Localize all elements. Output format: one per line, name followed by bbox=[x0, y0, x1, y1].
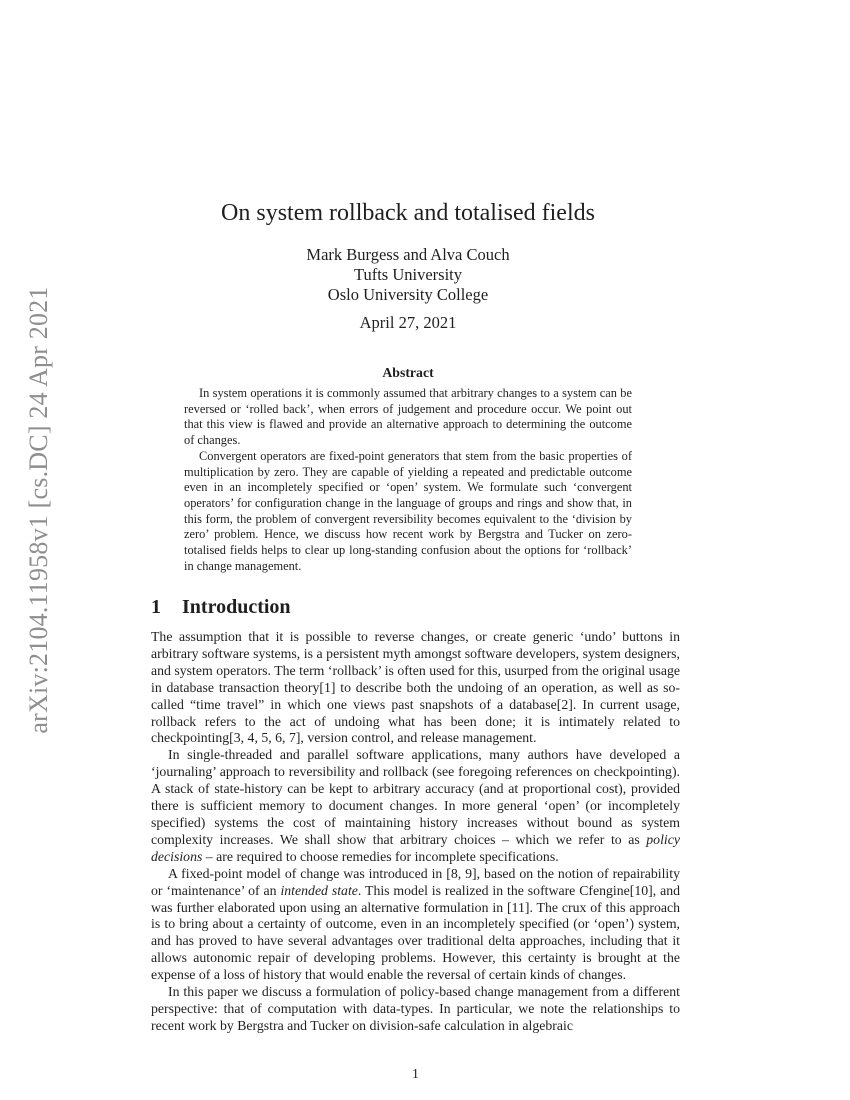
section-number: 1 bbox=[151, 596, 161, 618]
paragraph: The assumption that it is possible to reverse changes, or create generic ‘undo’ buttons in arbitrary software systems, is a persistent myth amongst software developers, system designers, and system operators. The term ‘rollback’ is often used for this, usurped from the original usage in database transaction theory[1] to describe both the undoing of an operation, as well as so-called “time travel” in which one views past snapshots of a database[2]. In current usage, rollback refers to the act of undoing what has been done; it is intimately related to checkpointing[3, 4, 5, 6, 7], version control, and release management. bbox=[151, 629, 680, 746]
paper-title: On system rollback and totalised fields bbox=[221, 200, 595, 226]
paragraph: A fixed-point model of change was introduced in [8, 9], based on the notion of repairability or ‘maintenance’ of an intended state. This model is realized in the software Cfengine[10], and was further elaborated upon using an alternative formulation in [11]. The crux of this approach is to bring about a certainty of outcome, even in an incompletely specified (or ‘open’) system, and has proved to have several advantages over traditional delta approaches, including that it allows autonomic repair of developing problems. However, this certainty is brought at the expense of a loss of history that would enable the reversal of certain kinds of changes. bbox=[151, 865, 681, 983]
date-line: April 27, 2021 bbox=[359, 313, 457, 332]
author-block bbox=[151, 245, 680, 305]
introduction-body bbox=[151, 629, 680, 1035]
authors-line: Mark Burgess and Alva Couch bbox=[306, 245, 510, 264]
paragraph: In system operations it is commonly assumed that arbitrary changes to a system can be reversed or ‘rolled back’, when errors of judgement and procedure occur. We point out that this view is flawed and provide an alternative approach to determining the outcome of changes. bbox=[184, 386, 632, 448]
affiliation-2: Oslo University College bbox=[327, 285, 489, 304]
abstract-heading: Abstract bbox=[382, 365, 434, 380]
affiliation-1: Tufts University bbox=[353, 265, 463, 284]
paragraph: In single-threaded and parallel software applications, many authors have developed a ‘journaling’ approach to reversibility and rollback (see foregoing references on checkpointing). A stack of state-history can be kept to arbitrary accuracy (and at proportional cost), provided there is sufficient memory to document changes. In more general ‘open’ (or incompletely specified) systems the cost of maintaining history increases without bound as system complexity increases. We shall show that arbitrary choices – which we refer to as policy decisions – are required to choose remedies for incomplete specifications. bbox=[151, 747, 680, 864]
page-number: 1 bbox=[412, 1066, 419, 1081]
abstract-body bbox=[184, 386, 632, 574]
paragraph: Convergent operators are fixed-point generators that stem from the basic properties of multiplication by zero. They are capable of yielding a repeated and predictable outcome even in an incompletely specified or ‘open’ system. We formulate such ‘convergent operators’ for configuration change in the language of groups and rings and show that, in this form, the problem of convergent reversibility becomes equivalent to the ‘division by zero’ problem. Hence, we discuss how recent work by Bergstra and Tucker on zero-totalised fields helps to clear up long-standing confusion about the options for ‘rollback’ in change management. bbox=[184, 448, 632, 573]
arxiv-watermark: arXiv:2104.11958v1 [cs.DC] 24 Apr 2021 bbox=[24, 286, 53, 734]
section-title: Introduction bbox=[182, 596, 291, 618]
section-heading-introduction bbox=[151, 594, 291, 620]
paragraph: In this paper we discuss a formulation of policy-based change management from a different perspective: that of computation with data-types. In particular, we note the relationships to recent work by Bergstra and Tucker on division-safe calculation in algebraic bbox=[151, 984, 680, 1033]
